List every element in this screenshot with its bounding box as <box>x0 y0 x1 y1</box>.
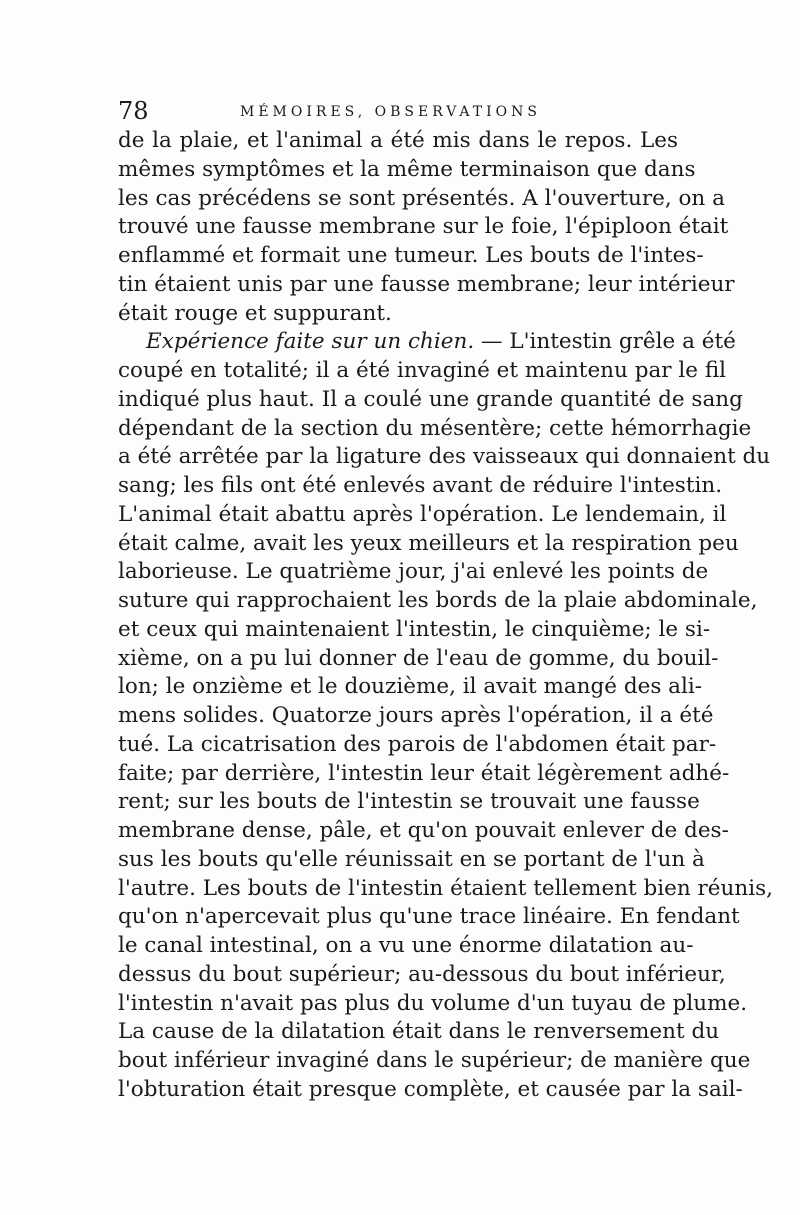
text-line: dépendant de la section du mésentère; cette hémorrhagie <box>118 415 752 441</box>
text-line: suture qui rapprochaient les bords de la plaie abdominale, <box>118 588 758 613</box>
text-line: sang; les fils ont été enlevés avant de réduire l'intestin. <box>118 473 723 498</box>
text-line: La cause de la dilatation était dans le renversement du <box>118 1019 720 1045</box>
text-line: indiqué plus haut. Il a coulé une grande quantité de sang <box>118 386 743 412</box>
text-line: mens solides. Quatorze jours après l'opération, il a été <box>118 703 714 728</box>
text-line: était calme, avait les yeux meilleurs et la respiration peu <box>118 530 739 556</box>
text-line: membrane dense, pâle, et qu'on pouvait enlever de des- <box>118 818 729 843</box>
page-number: 78 <box>118 97 149 125</box>
text-line: a été arrêtée par la ligature des vaisseaux qui donnaient du <box>118 444 771 470</box>
experiment-heading: Expérience faite sur un chien. — <box>146 329 503 355</box>
text-fragment: L'intestin grêle a été <box>509 329 736 355</box>
text-line: lon; le onzième et le douzième, il avait mangé des ali- <box>118 674 703 700</box>
text-line: tué. La cicatrisation des parois de l'abdomen était par- <box>118 731 717 757</box>
text-line: laborieuse. Le quatrième jour, j'ai enlevé les points de <box>118 559 709 585</box>
text-line: rent; sur les bouts de l'intestin se trouvait une fausse <box>118 789 700 815</box>
text-line: sus les bouts qu'elle réunissait en se portant de l'un à <box>118 846 705 872</box>
text-line: qu'on n'apercevait plus qu'une trace linéaire. En fendant <box>118 904 740 930</box>
text-line: dessus du bout supérieur; au-dessous du bout inférieur, <box>118 961 726 987</box>
text-line: l'obturation était presque complète, et causée par la sail- <box>118 1076 743 1102</box>
text-line: le canal intestinal, on a vu une énorme dilatation au- <box>118 933 694 958</box>
paragraph-start-line <box>118 328 736 357</box>
text-line: trouvé une fausse membrane sur le foie, l'épiploon était <box>118 214 729 240</box>
text-line: les cas précédens se sont présentés. A l'ouverture, on a <box>118 185 725 211</box>
text-line: mêmes symptômes et la même terminaison que dans <box>118 156 696 182</box>
text-line: tin étaient unis par une fausse membrane; leur intérieur <box>118 271 735 297</box>
text-line: coupé en totalité; il a été invaginé et maintenu par le fil <box>118 358 727 383</box>
text-line: l'intestin n'avait pas plus du volume d'un tuyau de plume. <box>118 990 748 1016</box>
text-line: était rouge et suppurant. <box>118 300 392 326</box>
text-line: enflammé et formait une tumeur. Les bouts de l'intes- <box>118 243 704 268</box>
body-text <box>118 127 773 1105</box>
text-line: L'animal était abattu après l'opération. Le lendemain, il <box>118 501 727 527</box>
running-head <box>118 96 678 126</box>
text-line: de la plaie, et l'animal a été mis dans le repos. Les <box>118 128 678 153</box>
text-line: l'autre. Les bouts de l'intestin étaient tellement bien réunis, <box>118 875 773 901</box>
running-title: MÉMOIRES, OBSERVATIONS <box>240 104 541 120</box>
text-line: et ceux qui maintenaient l'intestin, le cinquième; le si- <box>118 616 711 642</box>
text-line: xième, on a pu lui donner de l'eau de gomme, du bouil- <box>118 645 719 671</box>
text-line: bout inférieur invaginé dans le supérieur; de manière que <box>118 1048 751 1073</box>
text-line: faite; par derrière, l'intestin leur était légèrement adhé- <box>118 760 730 786</box>
